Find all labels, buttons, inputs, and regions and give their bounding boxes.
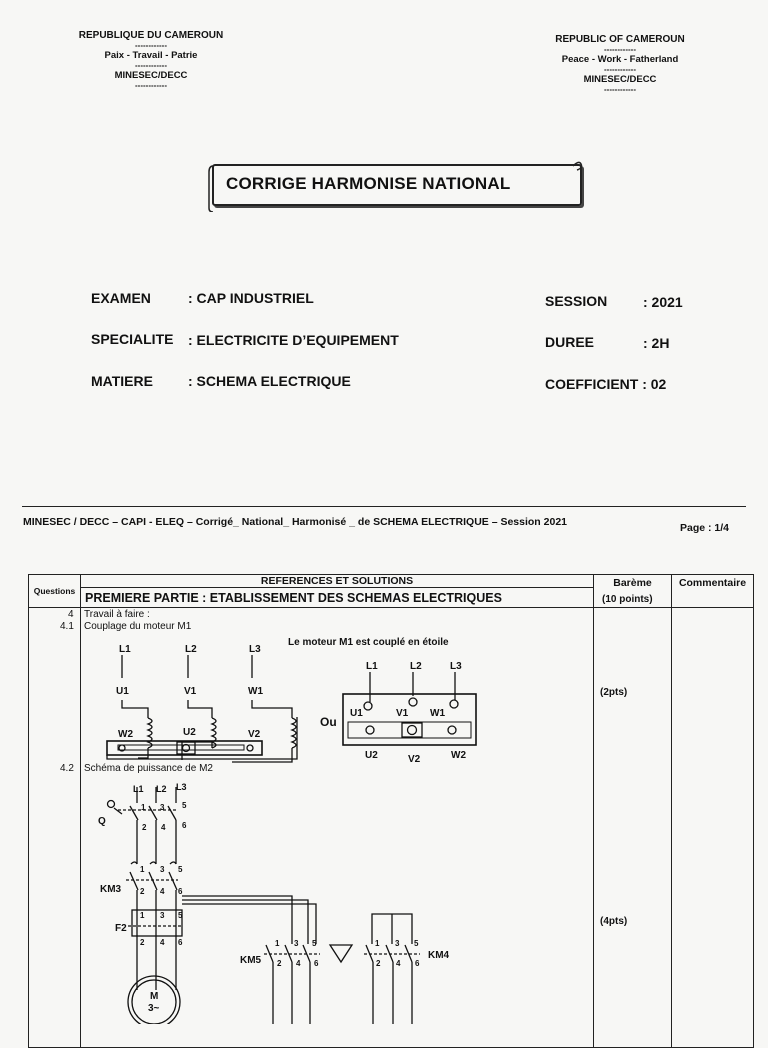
session-label: SESSION <box>545 293 608 309</box>
switch-q-label: Q <box>98 816 106 827</box>
winding-u2-label: U2 <box>183 727 196 738</box>
q-pin-4: 4 <box>161 823 166 832</box>
specialite-value: : ELECTRICITE D’EQUIPEMENT <box>188 332 399 348</box>
coefficient: COEFFICIENT : 02 <box>545 376 667 392</box>
duree-label: DUREE <box>545 334 595 350</box>
terminal-r-l3-label: L3 <box>450 661 462 672</box>
footer-text: MINESEC / DECC – CAPI - ELEQ – Corrigé_ National_ Harmonisé _ de SCHEMA ELECTRIQUE – Session 2021 <box>23 516 568 528</box>
km3-pin-6: 6 <box>178 887 183 896</box>
part-title: PREMIERE PARTIE : ETABLISSEMENT DES SCHEMAS ELECTRIQUES <box>81 588 594 608</box>
header-left <box>68 30 234 90</box>
question-4-2-points: (4pts) <box>600 916 628 927</box>
examen-label: EXAMEN <box>91 290 151 306</box>
supply-l3-label: L3 <box>176 782 187 792</box>
contactor-km5-label: KM5 <box>240 955 262 966</box>
km4-pin-3: 3 <box>395 939 400 948</box>
contactor-km4-label: KM4 <box>428 950 450 961</box>
separator: ------------ <box>135 81 167 90</box>
col-references-header: REFERENCES ET SOLUTIONS <box>81 575 594 588</box>
header-right <box>540 34 700 94</box>
km3-pin-2: 2 <box>140 887 145 896</box>
km5-pin-3: 3 <box>294 939 299 948</box>
country-name-en: REPUBLIC OF CAMEROUN <box>555 34 685 45</box>
separator: ------------ <box>604 65 636 74</box>
km3-pin-4: 4 <box>160 887 165 896</box>
f2-pin-5: 5 <box>178 911 183 920</box>
terminal-l1-label: L1 <box>119 644 131 655</box>
q-pin-2: 2 <box>142 823 147 832</box>
motto: Paix - Travail - Patrie <box>104 50 198 61</box>
terminal-r-u2-label: U2 <box>365 750 378 761</box>
relay-f2-label: F2 <box>115 923 127 934</box>
part-points: (10 points) <box>602 594 653 605</box>
duree-value: : 2H <box>643 335 670 351</box>
ministry-en: MINESEC/DECC <box>583 74 657 85</box>
km5-pin-4: 4 <box>296 959 301 968</box>
question-4-2-text: Schéma de puissance de M2 <box>84 763 213 774</box>
km5-pin-1: 1 <box>275 939 280 948</box>
terminal-r-v2-label: V2 <box>408 754 421 765</box>
km3-pin-5: 5 <box>178 865 183 874</box>
bareme-cell <box>594 608 672 1048</box>
specialite-label: SPECIALITE <box>91 331 174 347</box>
contactor-km3-label: KM3 <box>100 884 122 895</box>
winding-w1-label: W1 <box>248 686 263 697</box>
km3-pin-1: 1 <box>140 865 145 874</box>
matiere-value: : SCHEMA ELECTRIQUE <box>188 373 351 389</box>
q-pin-6: 6 <box>182 821 187 830</box>
commentaire-cell <box>672 608 754 1048</box>
terminal-r-l2-label: L2 <box>410 661 422 672</box>
km4-pin-5: 5 <box>414 939 419 948</box>
terminal-r-l1-label: L1 <box>366 661 378 672</box>
terminal-l3-label: L3 <box>249 644 261 655</box>
solutions-cell <box>81 608 594 1048</box>
solutions-table <box>28 574 754 1048</box>
question-4-text: Travail à faire : <box>84 609 150 620</box>
supply-l1-label: L1 <box>133 784 144 794</box>
footer-divider <box>22 506 746 507</box>
f2-pin-4: 4 <box>160 938 165 947</box>
banner-scroll-ornament <box>205 158 590 212</box>
km5-pin-5: 5 <box>312 939 317 948</box>
motto-en: Peace - Work - Fatherland <box>561 54 679 65</box>
separator: ------------ <box>135 41 167 50</box>
col-commentaire-header: Commentaire <box>672 575 754 608</box>
banner-title: CORRIGE HARMONISE NATIONAL <box>226 174 511 193</box>
q-pin-5: 5 <box>182 801 187 810</box>
winding-w2-label: W2 <box>118 729 133 740</box>
page-number: Page : 1/4 <box>680 522 730 534</box>
terminal-r-w1-label: W1 <box>430 708 445 719</box>
country-name: REPUBLIQUE DU CAMEROUN <box>78 30 224 41</box>
session-value: : 2021 <box>643 294 683 310</box>
col-bareme-header: Barème <box>594 575 672 608</box>
matiere-label: MATIERE <box>91 373 153 389</box>
motor-m-label: M <box>150 991 159 1002</box>
km5-pin-6: 6 <box>314 959 319 968</box>
f2-pin-1: 1 <box>140 911 145 920</box>
q-pin-1: 1 <box>141 803 146 812</box>
f2-pin-3: 3 <box>160 911 165 920</box>
km4-pin-4: 4 <box>396 959 401 968</box>
q-pin-3: 3 <box>160 803 165 812</box>
terminal-r-v1-label: V1 <box>396 708 409 719</box>
winding-v2-label: V2 <box>248 729 261 740</box>
supply-l2-label: L2 <box>156 784 167 794</box>
col-questions-header: Questions <box>29 575 81 608</box>
question-4-1-text: Couplage du moteur M1 <box>84 621 192 632</box>
winding-u1-label: U1 <box>116 686 129 697</box>
km4-pin-1: 1 <box>375 939 380 948</box>
ou-label: Ou <box>320 715 337 729</box>
question-4-1-points: (2pts) <box>600 687 628 698</box>
examen-value: : CAP INDUSTRIEL <box>188 290 314 306</box>
diagram1-caption: Le moteur M1 est couplé en étoile <box>288 637 449 648</box>
motor-phase-label: 3~ <box>148 1003 160 1014</box>
km4-pin-6: 6 <box>415 959 420 968</box>
separator: ------------ <box>604 85 636 94</box>
terminal-l2-label: L2 <box>185 644 197 655</box>
winding-v1-label: V1 <box>184 686 197 697</box>
ministry: MINESEC/DECC <box>114 70 188 81</box>
terminal-r-w2-label: W2 <box>451 750 466 761</box>
separator: ------------ <box>135 61 167 70</box>
km3-pin-3: 3 <box>160 865 165 874</box>
question-4-2-number: 4.2 <box>60 763 74 774</box>
question-4-number: 4 <box>68 609 74 620</box>
km5-pin-2: 2 <box>277 959 282 968</box>
question-numbers-cell <box>29 608 81 1048</box>
separator: ------------ <box>604 45 636 54</box>
terminal-r-u1-label: U1 <box>350 708 363 719</box>
question-4-1-number: 4.1 <box>60 621 74 632</box>
f2-pin-2: 2 <box>140 938 145 947</box>
f2-pin-6: 6 <box>178 938 183 947</box>
km4-pin-2: 2 <box>376 959 381 968</box>
